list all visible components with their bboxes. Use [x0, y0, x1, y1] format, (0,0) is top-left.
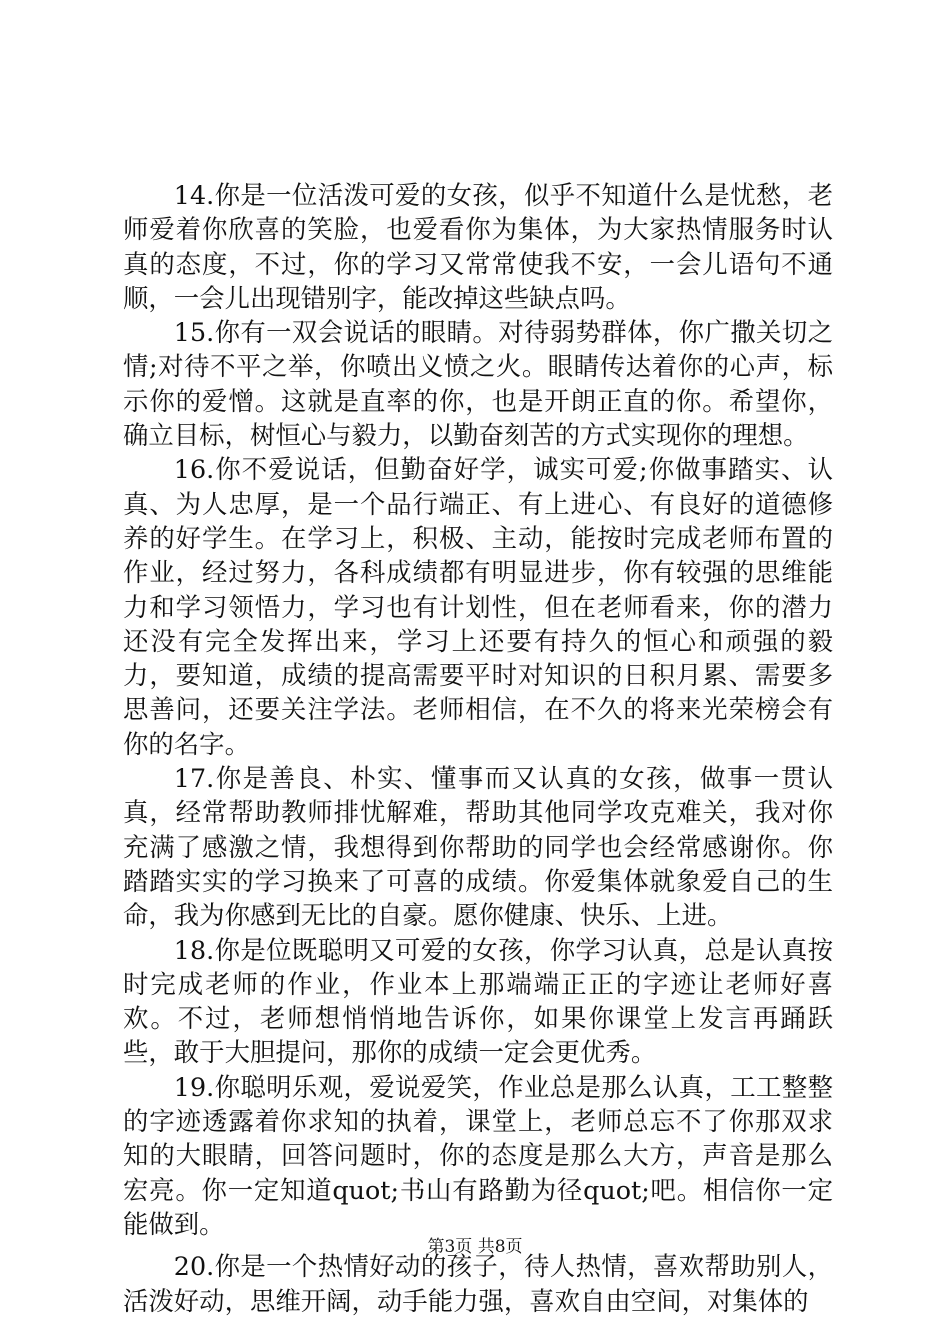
paragraph-20: 20.你是一个热情好动的孩子，待人热情，喜欢帮助别人，活泼好动，思维开阔，动手能力强，喜欢自由空间，对集体的 [123, 1251, 833, 1316]
paragraph-19: 19.你聪明乐观，爱说爱笑，作业总是那么认真，工工整整的字迹透露着你求知的执着，课堂上，老师总忘不了你那双求知的大眼睛，回答问题时，你的态度是那么大方，声音是那么宏亮。你一定知道quot;书山有路勤为径quot;吧。相信你一定能做到。 [123, 1071, 833, 1239]
document-body [123, 178, 833, 1318]
paragraph-18: 18.你是位既聪明又可爱的女孩，你学习认真，总是认真按时完成老师的作业，作业本上那端端正正的字迹让老师好喜欢。不过，老师想悄悄地告诉你，如果你课堂上发言再踊跃些，敢于大胆提问，那你的成绩一定会更优秀。 [123, 934, 833, 1068]
paragraph-15: 15.你有一双会说话的眼睛。对待弱势群体，你广撒关切之情;对待不平之举，你喷出义愤之火。眼睛传达着你的心声，标示你的爱憎。这就是直率的你，也是开朗正直的你。希望你，确立目标，树恒心与毅力，以勤奋刻苦的方式实现你的理想。 [123, 317, 833, 451]
paragraph-17: 17.你是善良、朴实、懂事而又认真的女孩，做事一贯认真，经常帮助教师排忧解难，帮助其他同学攻克难关，我对你充满了感激之情，我想得到你帮助的同学也会经常感谢你。你踏踏实实的学习换来了可喜的成绩。你爱集体就象爱自己的生命，我为你感到无比的自豪。愿你健康、快乐、上进。 [123, 763, 833, 931]
paragraph-14: 14.你是一位活泼可爱的女孩，似乎不知道什么是忧愁，老师爱着你欣喜的笑脸，也爱看你为集体，为大家热情服务时认真的态度，不过，你的学习又常常使我不安，一会儿语句不通顺，一会儿出现错别字，能改掉这些缺点吗。 [123, 180, 833, 313]
paragraph-16: 16.你不爱说话，但勤奋好学，诚实可爱;你做事踏实、认真、为人忠厚，是一个品行端正、有上进心、有良好的道德修养的好学生。在学习上，积极、主动，能按时完成老师布置的作业，经过努力，各科成绩都有明显进步，你有较强的思维能力和学习领悟力，学习也有计划性，但在老师看来，你的潜力还没有完全发挥出来，学习上还要有持久的恒心和顽强的毅力，要知道，成绩的提高需要平时对知识的日积月累、需要多思善问，还要关注学法。老师相信，在不久的将来光荣榜会有你的名字。 [123, 454, 833, 759]
page-footer: 第3页 共8页 [427, 1237, 523, 1257]
